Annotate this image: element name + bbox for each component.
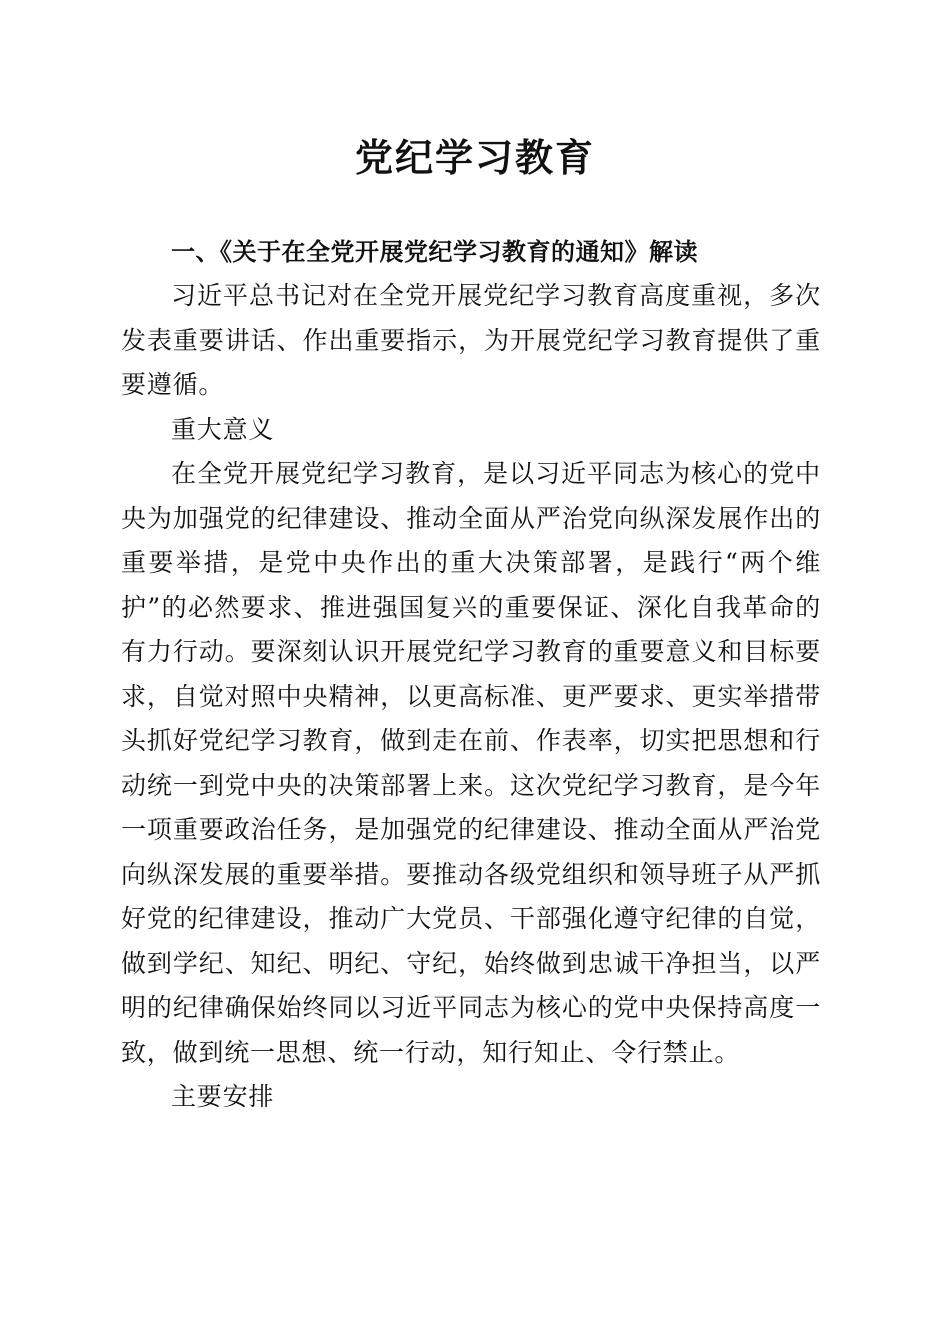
section-heading: 一、《关于在全党开展党纪学习教育的通知》解读 (171, 238, 698, 266)
subheading-arrangements: 主要安排 (171, 1082, 275, 1111)
document-body (121, 230, 821, 1120)
significance-paragraph: 在全党开展党纪学习教育，是以习近平同志为核心的党中央为加强党的纪律建设、推动全面从严治党向纵深发展作出的重要举措，是党中央作出的重大决策部署，是践行“两个维护”的必然要求、推进强国复兴的重要保证、深化自我革命的有力行动。要深刻认识开展党纪学习教育的重要意义和目标要求，自觉对照中央精神，以更高标准、更严要求、更实举措带头抓好党纪学习教育，做到走在前、作表率，切实把思想和行动统一到党中央的决策部署上来。这次党纪学习教育，是今年一项重要政治任务，是加强党的纪律建设、推动全面从严治党向纵深发展的重要举措。要推动各级党组织和领导班子从严抓好党的纪律建设，推动广大党员、干部强化遵守纪律的自觉，做到学纪、知纪、明纪、守纪，始终做到忠诚干净担当，以严明的纪律确保始终同以习近平同志为核心的党中央保持高度一致，做到统一思想、统一行动，知行知止、令行禁止。 (121, 459, 821, 1067)
document-title: 党纪学习教育 (354, 135, 595, 180)
intro-paragraph: 习近平总书记对在全党开展党纪学习教育高度重视，多次发表重要讲话、作出重要指示，为开展党纪学习教育提供了重要遵循。 (121, 281, 821, 399)
subheading-significance: 重大意义 (171, 414, 275, 444)
